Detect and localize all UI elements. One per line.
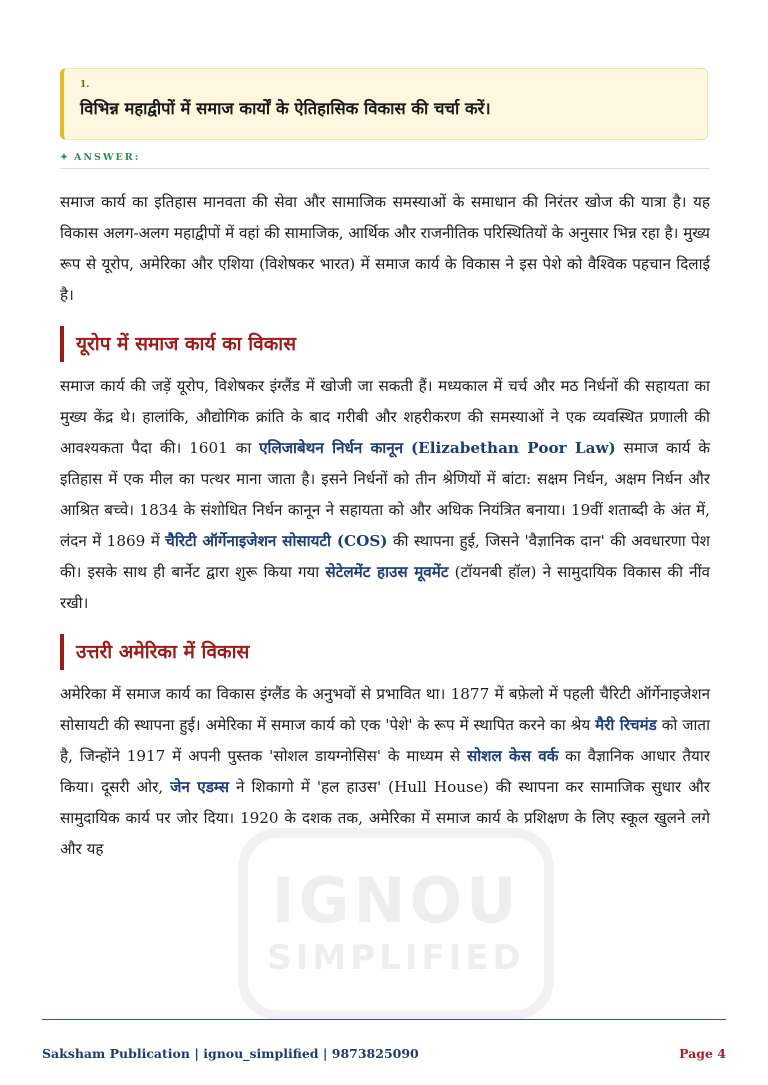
- highlight-cos: चैरिटी ऑर्गेनाइजेशन सोसायटी (COS): [165, 532, 388, 550]
- answer-content: [60, 187, 710, 865]
- footer-divider: [42, 1019, 726, 1020]
- europe-text-4: (टॉयनबी हॉल) ने सामुदायिक विकास की नींव रखी।: [60, 563, 710, 612]
- watermark-line2: SIMPLIFIED: [267, 938, 525, 978]
- america-text-1: अमेरिका में समाज कार्य का विकास इंग्लैंड के अनुभवों से प्रभावित था। 1877 में बफ़ेलो में पहली चैरिटी ऑर्गेनाइजेशन सोसायटी की स्थापना हुई। अमेरिका में समाज कार्य को एक 'पेशे' के रूप में स्थापित करने का श्रेय: [60, 685, 710, 734]
- page-number: Page 4: [679, 1046, 726, 1061]
- section-heading-north-america: उत्तरी अमेरिका में विकास: [60, 634, 710, 670]
- europe-text-3: की स्थापना हुई, जिसने 'वैज्ञानिक दान' की अवधारणा पेश की। इसके साथ ही बार्नेट द्वारा शुरू किया गया: [60, 532, 710, 581]
- question-box: [60, 68, 708, 140]
- america-text-3: का वैज्ञानिक आधार तैयार किया। दूसरी ओर,: [60, 747, 710, 796]
- america-text-4: ने शिकागो में 'हल हाउस' (Hull House) की स्थापना कर सामाजिक सुधार और सामुदायिक कार्य पर जोर दिया। 1920 के दशक तक, अमेरिका में समाज कार्य के प्रशिक्षण के लिए स्कूल खुलने लगे और यह: [60, 778, 711, 858]
- europe-text-1: समाज कार्य की जड़ें यूरोप, विशेषकर इंग्लैंड में खोजी जा सकती हैं। मध्यकाल में चर्च और मठ निर्धनों की सहायता का मुख्य केंद्र थे। हालांकि, औद्योगिक क्रांति के बाद गरीबी और शहरीकरण की समस्याओं ने एक व्यवस्थित प्रणाली की आवश्यकता पैदा की। 1601 का: [60, 377, 710, 457]
- sparkle-icon: ✦: [60, 152, 70, 163]
- section-heading-europe: यूरोप में समाज कार्य का विकास: [60, 326, 710, 362]
- highlight-social-case-work: सोशल केस वर्क: [466, 747, 559, 765]
- answer-label-row: [60, 152, 710, 169]
- footer-publisher: Saksham Publication | ignou_simplified | 9873825090: [42, 1046, 419, 1061]
- highlight-jane-addams: जेन एडम्स: [170, 778, 230, 796]
- america-paragraph: [60, 679, 710, 865]
- highlight-elizabethan-poor-law: एलिजाबेथन निर्धन कानून: [259, 439, 404, 457]
- highlight-settlement-house: सेटेलमेंट हाउस मूवमेंट: [325, 563, 449, 581]
- question-number: 1.: [80, 80, 90, 90]
- europe-paragraph: [60, 371, 710, 619]
- intro-paragraph: समाज कार्य का इतिहास मानवता की सेवा और सामाजिक समस्याओं के समाधान की निरंतर खोज की यात्रा है। यह विकास अलग-अलग महाद्वीपों में वहां की सामाजिक, आर्थिक और राजनीतिक परिस्थितियों के अनुसार भिन्न रहा है। मुख्य रूप से यूरोप, अमेरिका और एशिया (विशेषकर भारत) में समाज कार्य के विकास ने इस पेशे को वैश्विक पहचान दिलाई है।: [60, 193, 710, 304]
- europe-text-2: समाज कार्य के इतिहास में एक मील का पत्थर माना जाता है। इसने निर्धनों को तीन श्रेणियों में बांटा: सक्षम निर्धन, अक्षम निर्धन और आश्रित बच्चे। 1834 के संशोधित निर्धन कानून ने सहायता को और अधिक नियंत्रित बनाया। 19वीं शताब्दी के अंत में, लंदन में 1869 में: [60, 439, 710, 550]
- watermark-line1: IGNOU: [271, 864, 521, 937]
- highlight-mary-richmond: मैरी रिचमंड: [595, 716, 657, 734]
- answer-label: ANSWER:: [73, 152, 141, 163]
- question-text: विभिन्न महाद्वीपों में समाज कार्यों के ऐतिहासिक विकास की चर्चा करें।: [80, 99, 491, 118]
- highlight-elizabethan-poor-law-en: (Elizabethan Poor Law): [410, 439, 616, 457]
- america-text-2: को जाता है, जिन्होंने 1917 में अपनी पुस्तक 'सोशल डायग्नोसिस' के माध्यम से: [60, 716, 711, 765]
